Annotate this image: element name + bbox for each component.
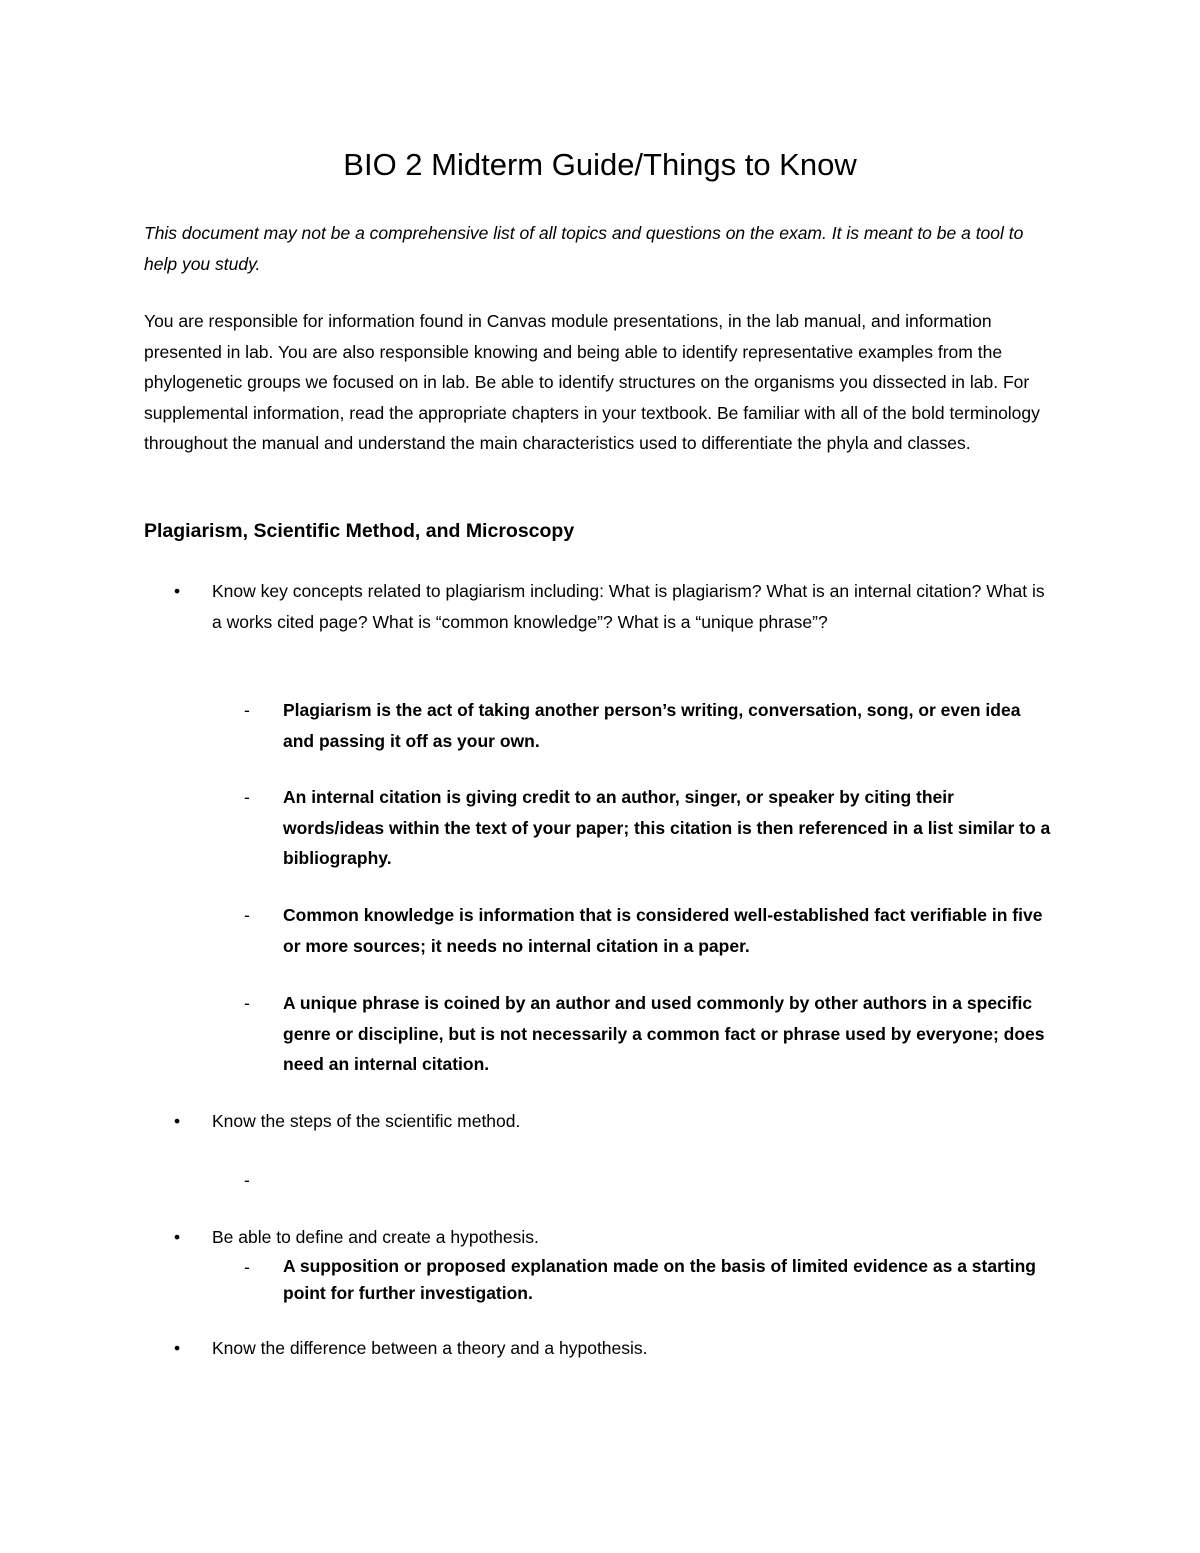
bullet-item-hypothesis: Be able to define and create a hypothesis. bbox=[212, 1227, 539, 1247]
bullet-icon: • bbox=[174, 1227, 181, 1247]
dash-icon: - bbox=[244, 905, 250, 925]
page-title: BIO 2 Midterm Guide/Things to Know bbox=[343, 147, 857, 182]
bullet-icon: • bbox=[174, 1111, 181, 1131]
bullet-item-scientific-method: Know the steps of the scientific method. bbox=[212, 1111, 521, 1131]
disclaimer-paragraph: This document may not be a comprehensive list of all topics and questions on the exam. It is meant to be a tool to help you study. bbox=[144, 223, 1024, 274]
sub-item-common-knowledge: Common knowledge is information that is considered well-established fact verifiable in five or more sources; it needs no internal citation in a paper. bbox=[283, 905, 1043, 956]
dash-icon: - bbox=[244, 1257, 250, 1277]
bullet-icon: • bbox=[174, 1338, 181, 1358]
dash-icon: - bbox=[244, 993, 250, 1013]
sub-item-unique-phrase: A unique phrase is coined by an author and used commonly by other authors in a specific genre or discipline, but is not necessarily a common fact or phrase used by everyone; does need an internal citation. bbox=[283, 993, 1045, 1074]
bullet-icon: • bbox=[174, 581, 181, 601]
bullet-item-theory-vs-hypothesis: Know the difference between a theory and a hypothesis. bbox=[212, 1338, 648, 1358]
sub-item-plagiarism-definition: Plagiarism is the act of taking another person’s writing, conversation, song, or even idea and passing it off as your own. bbox=[283, 700, 1021, 751]
dash-icon: - bbox=[244, 700, 250, 720]
intro-paragraph: You are responsible for information found in Canvas module presentations, in the lab manual, and information presented in lab. You are also responsible knowing and being able to identify representative examples from the phylogenetic groups we focused on in lab. Be able to identify structures on the organisms you dissected in lab. For supplemental information, read the appropriate chapters in your textbook. Be familiar with all of the bold terminology throughout the manual and understand the main characteristics used to differentiate the phyla and classes. bbox=[144, 311, 1040, 453]
section-heading: Plagiarism, Scientific Method, and Microscopy bbox=[144, 520, 575, 542]
sub-item-internal-citation: An internal citation is giving credit to an author, singer, or speaker by citing their words/ideas within the text of your paper; this citation is then referenced in a list similar to a bibliography. bbox=[283, 787, 1051, 868]
bullet-item-plagiarism: Know key concepts related to plagiarism including: What is plagiarism? What is an internal citation? What is a works cited page? What is “common knowledge”? What is a “unique phrase”? bbox=[212, 581, 1045, 632]
sub-item-hypothesis-definition: A supposition or proposed explanation made on the basis of limited evidence as a starting point for further investigation. bbox=[283, 1256, 1036, 1303]
dash-icon: - bbox=[244, 1170, 250, 1190]
dash-icon: - bbox=[244, 787, 250, 807]
